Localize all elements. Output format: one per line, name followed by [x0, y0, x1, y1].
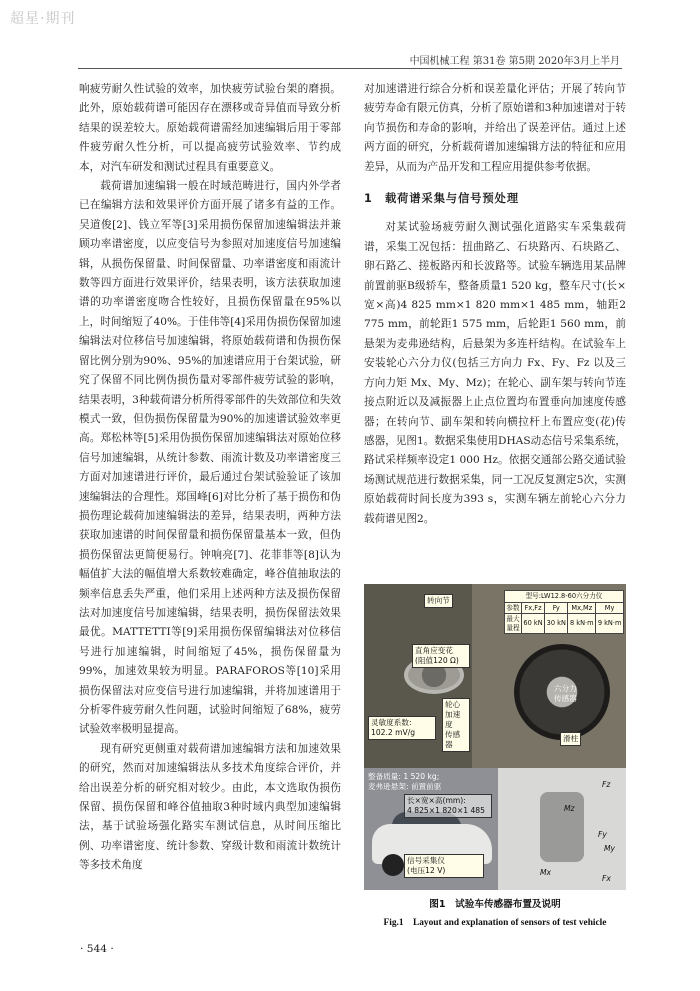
page-number: · 544 ·: [80, 943, 114, 955]
force-label-mz: Mz: [564, 804, 575, 813]
section-heading: 1 载荷谱采集与信号预处理: [364, 192, 520, 206]
journal-watermark: 超星·期刊: [10, 11, 76, 27]
spec-value-3: 9 kN·m: [596, 614, 624, 634]
left-column: [79, 80, 341, 876]
right-paragraph-1: 对加速谱进行综合分析和误差量化评估；开展了转向节疲劳寿命有限元仿真，分析了原始谱和3种加速谱对于转向节损伤和寿命的影响，并给出了误差评估。通过上述两方面的研究，分析载荷谱加速编辑方法的特征和应用差异，从而为产品开发和工程应用提供参考依据。: [364, 83, 626, 173]
force-label-fx: Fx: [602, 874, 611, 883]
spec-header-4: My: [596, 602, 624, 614]
figure-1-photo-collage: [364, 584, 626, 890]
label-steering-knuckle: 转向节: [424, 594, 453, 608]
right-paragraph-2: 对某试验场疲劳耐久测试强化道路实车采集载荷谱，采集工况包括：扭曲路乙、石块路丙、石块路乙、卵石路乙、搓板路丙和长波路等。试验车辆选用某品牌前置前驱B级轿车，整备质量1 520 kg，整车尺寸(长×宽×高)4 825 mm×1 820 mm×1 485 mm，轴距2 775 mm，前轮距1 575 mm，后轮距1 560 mm，前悬架为麦弗逊结构，后悬架为多连杆结构。在试验车上安装轮心六分力仪(包括三方向力 Fx、Fy、Fz 以及三方向力矩 Mx、My、Mz)；在轮心、副车架与转向节连接点附近以及减振器上止点位置均布置垂向加速度传感器；在转向节、副车架和转向横拉杆上布置应变(花)传感器，见图1。数据采集使用DHAS动态信号采集系统，路试采样频率设定1 000 Hz。依据交通部公路交通试验场测试规范进行数据采集，同一工况反复测定5次，实测原始载荷时间长度为393 s，实测车辆左前轮心六分力载荷谱见图2。: [364, 221, 626, 525]
label-strain-gauge: 直角应变花 (阻值120 Ω): [412, 644, 470, 668]
label-sliding-column: 滑柱: [560, 732, 581, 746]
label-hub-accelerometer: 轮心 加速度 传感器: [442, 698, 470, 752]
spec-header-0: 参数: [505, 602, 522, 614]
label-sensitivity: 灵敏度系数: 102.2 mV/g: [368, 716, 436, 740]
six-force-spec-table: [504, 590, 624, 634]
figure-caption-english: Fig.1 Layout and explanation of sensors of test vehicle: [383, 918, 607, 928]
label-vehicle-dimensions: 长×宽×高(mm): 4 825×1 820×1 485: [404, 794, 492, 818]
right-column: [364, 80, 626, 529]
spec-value-0: 60 kN: [521, 614, 544, 634]
knuckle-diagram: [540, 792, 584, 862]
header-rule: [78, 68, 622, 69]
spec-model: 型号:LW12.8-60六分力仪: [505, 591, 624, 603]
left-paragraph-1: 响疲劳耐久性试验的效率，加快疲劳试验台架的磨损。此外，原始载荷谱可能因存在漂移或奇异值而导致分析结果的误差较大。原始载荷谱需经加速编辑后用于零部件疲劳耐久性分析，可以提高疲劳试验效率、节约成本，对汽车研发和测试过程具有重要意义。: [79, 83, 341, 173]
spec-header-2: Fy: [545, 602, 568, 614]
spec-row-label: 最大 量程: [505, 614, 522, 634]
spec-value-1: 30 kN: [545, 614, 568, 634]
label-suspension-type: 麦弗逊悬架: 前置前驱: [368, 782, 442, 791]
label-six-force-sensor: 六分力 传感器: [554, 684, 577, 703]
label-vehicle-mass: 整备质量: 1 520 kg;: [368, 772, 440, 781]
label-data-acquisition: 信号采集仪 (电压12 V): [404, 854, 484, 878]
force-label-mx: Mx: [540, 868, 552, 877]
left-paragraph-3: 现有研究更侧重对载荷谱加速编辑方法和加速效果的研究，然而对加速编辑法从多技术角度综合评价，并给出误差分析的研究相对较少。由此，本文选取伪损伤保留、损伤保留和峰谷值抽取3种时域内典型加速编辑法，基于试验场强化路实车测试信息，从时间压缩比例、功率谱密度、统计参数、穿级计数和雨流计数统计等多技术角度: [79, 742, 341, 872]
force-label-fz: Fz: [602, 780, 611, 789]
spec-header-1: Fx,Fz: [521, 602, 544, 614]
left-paragraph-2: 载荷谱加速编辑一般在时域范畴进行，国内外学者已在编辑方法和效果评价方面开展了诸多有益的工作。吴道俊[2]、钱立军等[3]采用损伤保留加速编辑法并兼顾功率谱密度，以应变信号为参照对加速度信号加速编辑，从损伤保留量、时间保留量、功率谱密度和雨流计数等四方面进行效果评价，结果表明，该方法获取加速谱的功率谱密度吻合性较好，且损伤保留量在95%以上，时间缩短了40%。于佳伟等[4]采用伪损伤保留加速编辑法对位移信号加速编辑，将原始载荷谱和伪损伤保留比例分别为90%、95%的加速谱应用于台架试验，研究了保留不同比例伪损伤量对零部件疲劳试验的影响，结果表明，3种载荷谱分析所得零部件的失效部位和失效模式一致，但伪损伤保留量为90%的加速谱试验效率更高。郑松林等[5]采用伪损伤保留加速编辑法对原始位移信号加速编辑，从统计参数、雨流计数及功率谱密度三方面对加速谱进行评价，最后通过台架试验验证了该加速编辑法的合理性。郑国峰[6]对比分析了基于损伤和伪损伤理论载荷加速编辑法的差异，结果表明，两种方法获取加速谱的时间保留量和损伤保留量基本一致，但伪损伤保留法更简便易行。钟响亮[7]、花菲菲等[8]认为幅值扩大法的幅值增大系数较难确定，峰谷值抽取法的频率信息丢失严重，他们采用上述两种方法及损伤保留法对加速度信号加速编辑，结果表明，损伤保留法效果最优。MATTETTI等[9]采用损伤保留编辑法对位移信号进行加速编辑，时间缩短了45%，损伤保留量为99%，加速效果较为明显。PARAFOROS等[10]采用损伤保留法对应变信号进行加速编辑，并将加速谱用于分析零件疲劳耐久性问题，试验时间缩短了68%，疲劳试验效率极明显提高。: [79, 180, 341, 736]
force-label-fy: Fy: [598, 830, 607, 839]
spec-header-3: Mx,Mz: [568, 602, 596, 614]
figure-caption-chinese: 图1 试验车传感器布置及说明: [429, 899, 561, 910]
spec-value-2: 8 kN·m: [568, 614, 596, 634]
car-front-wheel: [382, 854, 404, 876]
running-head: 中国机械工程 第31卷 第5期 2020年3月上半月: [409, 56, 620, 67]
force-label-my: My: [604, 844, 616, 853]
